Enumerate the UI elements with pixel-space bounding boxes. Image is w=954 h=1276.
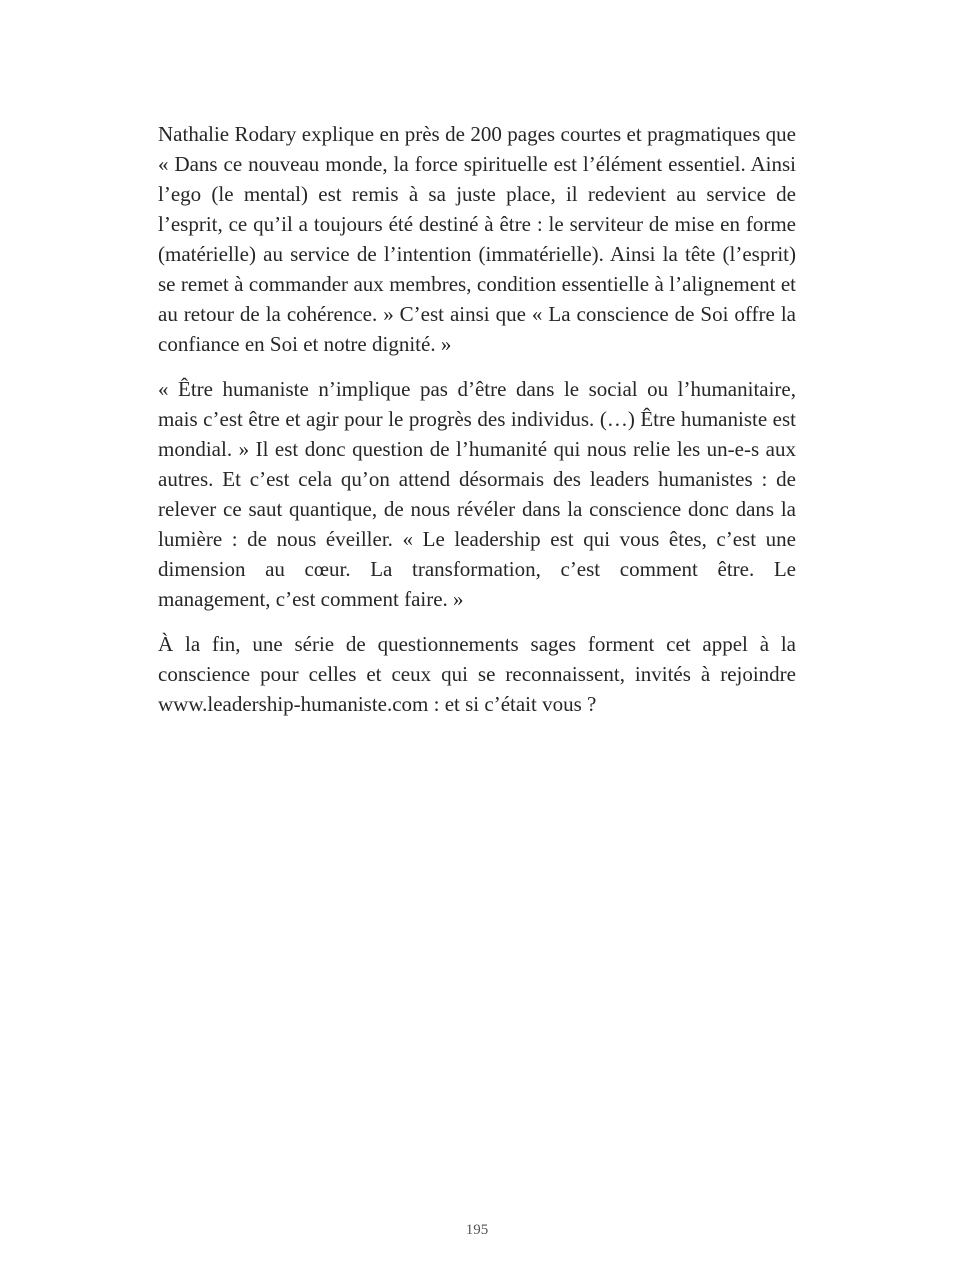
body-text — [158, 119, 796, 734]
paragraph-2: « Être humaniste n’implique pas d’être dans le social ou l’humanitaire, mais c’est être et agir pour le progrès des individus. (…) Être humaniste est mondial. » Il est donc question de l’humanité qui nous relie les un-e-s aux autres. Et c’est cela qu’on attend désormais des leaders humanistes : de relever ce saut quantique, de nous révéler dans la conscience donc dans la lumière : de nous éveiller. « Le leadership est qui vous êtes, c’est une dimension au cœur. La transformation, c’est comment être. Le management, c’est comment faire. » — [158, 377, 796, 611]
paragraph-1: Nathalie Rodary explique en près de 200 pages courtes et pragmatiques que « Dans ce nouveau monde, la force spirituelle est l’élément essentiel. Ainsi l’ego (le mental) est remis à sa juste place, il redevient au service de l’esprit, ce qu’il a toujours été destiné à être : le serviteur de mise en forme (matérielle) au service de l’intention (immatérielle). Ainsi la tête (l’esprit) se remet à commander aux membres, condition essentielle à l’alignement et au retour de la cohérence. » C’est ainsi que « La conscience de Soi offre la confiance en Soi et notre dignité. » — [158, 122, 796, 356]
paragraph-3: À la fin, une série de questionnements sages forment cet appel à la conscience pour celles et ceux qui se reconnaissent, invités à rejoindre www.leadership-humaniste.com : et si c’était vous ? — [158, 632, 796, 716]
page-number: 195 — [465, 1222, 489, 1238]
